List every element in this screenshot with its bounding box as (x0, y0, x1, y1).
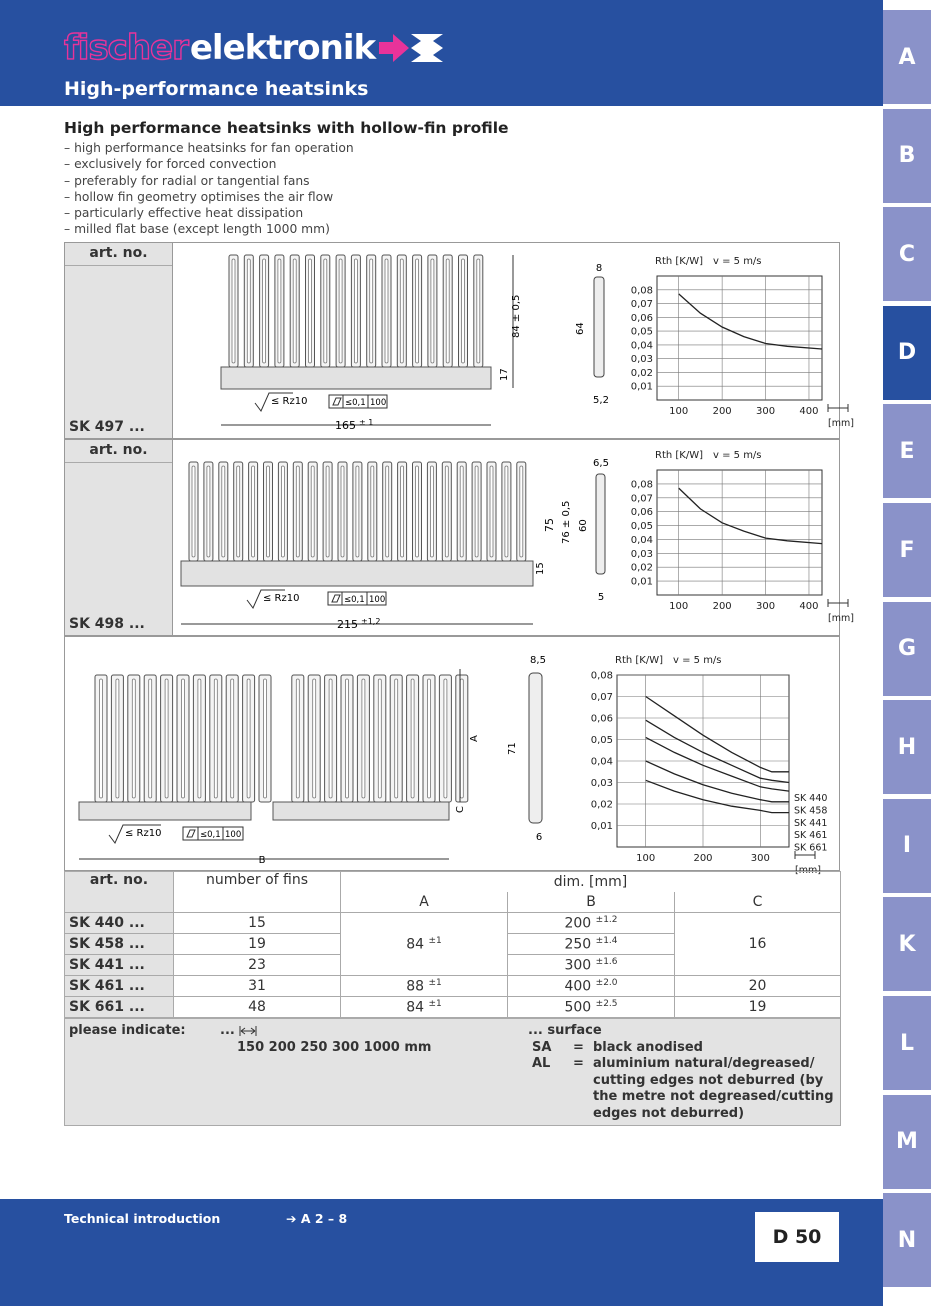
cell-fins: 15 (174, 913, 341, 934)
cell-c: 19 (675, 997, 841, 1018)
fin-hollow (214, 679, 217, 798)
fin-hollow (100, 679, 103, 798)
flatness-symbol (328, 592, 386, 605)
feature-item: – particularly effective heat dissipation (64, 205, 354, 221)
cell-b (508, 913, 675, 934)
x-tick-label: 200 (693, 853, 713, 864)
heatsink-base (181, 561, 533, 586)
series-label: SK 461 (794, 830, 828, 842)
fin-hollow (263, 259, 266, 363)
surface-eq: = (573, 1040, 584, 1055)
roughness-symbol (255, 393, 307, 411)
fin-hollow (311, 466, 314, 557)
cell-b (508, 997, 675, 1018)
cell-fins: 31 (174, 976, 341, 997)
y-tick-label: 0,04 (630, 340, 653, 352)
fin-hollow (232, 259, 235, 363)
tab-k[interactable]: K (883, 897, 931, 991)
cell-b-value: 400 (564, 978, 592, 995)
fin-hollow (475, 466, 478, 557)
table-row (65, 913, 841, 934)
cell-a (341, 976, 508, 997)
drawing-sk497 (173, 243, 854, 438)
tab-i[interactable]: I (883, 799, 931, 893)
fin-hollow (444, 679, 447, 798)
cell-b-tol: ±1.4 (595, 935, 618, 946)
surface-label: ... surface (528, 1023, 602, 1038)
col-header-art: art. no. (65, 872, 174, 913)
fin-hollow (401, 466, 404, 557)
footer-reference: ➔ A 2 – 8 (286, 1211, 348, 1226)
feature-item: – exclusively for forced convection (64, 156, 354, 172)
x-tick-label: 100 (669, 601, 689, 612)
surface-text-al: aluminium natural/degreased/ cutting edges not deburred (by the metre not degreased/cutting edges not deburred) (593, 1056, 834, 1121)
rth-chart-sk498 (631, 450, 854, 624)
fin-hollow (431, 259, 434, 363)
cell-art: SK 461 ... (65, 976, 174, 997)
fin-hollow (252, 466, 255, 557)
fin-hollow (385, 259, 388, 363)
arrow-logo-icon (379, 32, 445, 64)
fin-detail (507, 655, 546, 843)
x-tick-label: 400 (799, 406, 819, 417)
fin-hollow (354, 259, 357, 363)
dim-width-tol: ± 1 (359, 418, 374, 427)
cell-art: SK 440 ... (65, 913, 174, 934)
brand-part1: fischer (64, 28, 188, 68)
fin-hollow (460, 466, 463, 557)
y-tick-label: 0,06 (630, 312, 653, 324)
fin-hollow (237, 466, 240, 557)
roughness-symbol (109, 825, 161, 843)
fin-hollow (460, 679, 463, 798)
chart-subtitle: v = 5 m/s (673, 655, 722, 666)
cell-a-value: 84 (406, 936, 425, 953)
fin-hollow (462, 259, 465, 363)
dim-height: 76 ± 0,5 (561, 500, 572, 544)
product-name: SK 497 ... (69, 419, 145, 435)
cell-a-merged (341, 913, 508, 976)
fin-hollow (362, 679, 365, 798)
fin-base: 5,2 (593, 395, 609, 406)
dim-label-c: C (455, 806, 466, 813)
col-header-a: A (341, 892, 508, 913)
fin-hollow (192, 466, 195, 557)
cell-b-value: 500 (564, 999, 592, 1016)
y-tick-label: 0,01 (590, 821, 613, 832)
tab-c[interactable]: C (883, 207, 931, 301)
series-label: SK 458 (794, 805, 828, 817)
y-tick-label: 0,04 (590, 756, 613, 768)
fin-hollow (356, 466, 359, 557)
x-tick-label: 400 (799, 601, 819, 612)
fin-hollow (309, 259, 312, 363)
flatness-length: 100 (369, 595, 386, 605)
surface-code-sa: SA (532, 1040, 552, 1055)
x-tick-label: 100 (669, 406, 689, 417)
fin-detail (575, 263, 609, 406)
fin-profile (229, 255, 483, 367)
fin-hollow (278, 259, 281, 363)
x-tick-label: 200 (712, 601, 732, 612)
y-tick-label: 0,08 (590, 670, 613, 682)
product-label-cell (65, 440, 172, 635)
section-title: High performance heatsinks with hollow-fin profile (64, 119, 509, 137)
y-tick-label: 0,02 (630, 562, 653, 574)
fin-height: 60 (578, 519, 589, 532)
indicate-label: please indicate: (69, 1023, 186, 1038)
dim-width: 165 (335, 419, 356, 432)
chart-title: Rth [K/W] (615, 655, 664, 666)
tab-n[interactable]: N (883, 1193, 931, 1287)
cell-a-value: 88 (406, 978, 425, 995)
fin-hollow (116, 679, 119, 798)
fin-hollow (198, 679, 201, 798)
y-tick-label: 0,07 (630, 493, 653, 505)
fin-height: 64 (575, 322, 586, 335)
fin-hollow (329, 679, 332, 798)
drawing-sk498 (173, 440, 854, 635)
surface-eq: = (573, 1056, 584, 1071)
fin-hollow (490, 466, 493, 557)
rth-chart-series (591, 655, 828, 876)
x-tick-label: 300 (750, 853, 770, 864)
tab-m[interactable]: M (883, 1095, 931, 1189)
y-tick-label: 0,07 (590, 692, 613, 703)
fin-hollow (231, 679, 234, 798)
cell-b (508, 955, 675, 976)
fin-hollow (207, 466, 210, 557)
brand-logo (64, 26, 445, 70)
cell-art: SK 661 ... (65, 997, 174, 1018)
tab-a[interactable]: A (883, 10, 931, 104)
x-tick-label: 300 (756, 601, 776, 612)
y-tick-label: 0,01 (630, 576, 653, 588)
dim-height-fin: 75 (543, 518, 556, 532)
fin-hollow (247, 259, 250, 363)
y-tick-label: 0,06 (590, 713, 613, 725)
cell-b-value: 300 (564, 957, 592, 974)
dim-height: 84 ± 0,5 (511, 294, 522, 338)
tab-d[interactable]: D (883, 306, 931, 400)
x-tick-label: 200 (712, 406, 732, 417)
col-header-fins: number of fins (174, 872, 341, 913)
series-label: SK 661 (794, 842, 828, 854)
section-tabs (883, 0, 931, 1306)
y-tick-label: 0,03 (590, 778, 613, 789)
tab-l[interactable]: L (883, 996, 931, 1090)
fin-detail (578, 458, 609, 603)
fin-hollow (395, 679, 398, 798)
fin-hollow (296, 466, 299, 557)
fin-height: 71 (507, 742, 518, 755)
fin-hollow (520, 466, 523, 557)
cell-c-merged: 16 (675, 913, 841, 976)
heatsink-base (221, 367, 491, 389)
x-axis-label: [mm] (828, 613, 854, 624)
cell-a-tol: ±1 (428, 935, 442, 946)
length-prefix-dots: ... (220, 1023, 235, 1038)
roughness-label: ≤ Rz10 (263, 593, 300, 604)
fin-hollow (149, 679, 152, 798)
dim-base: 15 (535, 562, 546, 575)
product-label-cell (65, 243, 172, 438)
tab-b[interactable]: B (883, 109, 931, 203)
tab-h[interactable]: H (883, 700, 931, 794)
fin-hollow (411, 679, 414, 798)
fin-hollow (165, 679, 168, 798)
fin-hollow (182, 679, 185, 798)
fin-hollow (378, 679, 381, 798)
chart-frame (657, 470, 822, 595)
x-tick-label: 100 (636, 853, 656, 864)
heatsink-base-left (79, 802, 251, 820)
fin-hollow (370, 259, 373, 363)
page-subtitle: High-performance heatsinks (64, 78, 369, 100)
page-number: D 50 (755, 1212, 839, 1262)
series-label: SK 441 (794, 817, 828, 829)
y-tick-label: 0,07 (630, 299, 653, 311)
cell-b-tol: ±1.6 (595, 956, 618, 967)
fin-hollow (505, 466, 508, 557)
fin-hollow (445, 466, 448, 557)
flatness-value: ≤0,1 (344, 595, 365, 605)
cell-c: 20 (675, 976, 841, 997)
tab-g[interactable]: G (883, 602, 931, 696)
art-no-header: art. no. (65, 440, 172, 463)
chart-subtitle: v = 5 m/s (713, 450, 762, 461)
fin-hollow (346, 679, 349, 798)
table-row (65, 997, 841, 1018)
cell-a-tol: ±1 (428, 998, 442, 1009)
fin-hollow (296, 679, 299, 798)
x-tick-label: 300 (756, 406, 776, 417)
fin-hollow (293, 259, 296, 363)
tab-f[interactable]: F (883, 503, 931, 597)
flatness-value: ≤0,1 (345, 398, 366, 408)
flatness-symbol (183, 827, 243, 840)
surface-code-al: AL (532, 1056, 551, 1071)
fin-base: 5 (597, 592, 605, 603)
chart-subtitle: v = 5 m/s (713, 256, 762, 267)
dim-label-b: B (258, 855, 266, 866)
fin-width: 8 (595, 263, 603, 274)
surface-text-sa: black anodised (593, 1040, 703, 1055)
fin-hollow (267, 466, 270, 557)
feature-item: – hollow fin geometry optimises the air flow (64, 189, 354, 205)
y-tick-label: 0,08 (630, 285, 653, 297)
length-options: 150 200 250 300 1000 mm (237, 1040, 432, 1055)
fin-hollow (371, 466, 374, 557)
fin-profile (95, 675, 468, 802)
fin-hollow (247, 679, 250, 798)
feature-item: – preferably for radial or tangential fans (64, 173, 354, 189)
cell-b-tol: ±2.5 (595, 998, 618, 1009)
length-arrow-icon (828, 599, 848, 607)
fin-profile (189, 462, 526, 561)
brand-part2: elektronik (189, 28, 376, 68)
fin-hollow (222, 466, 225, 557)
dimension-table (64, 871, 841, 1018)
roughness-label: ≤ Rz10 (271, 396, 308, 407)
cell-art: SK 458 ... (65, 934, 174, 955)
dim-label-a: A (469, 735, 480, 742)
flatness-value: ≤0,1 (200, 830, 221, 840)
fin-base: 6 (535, 832, 543, 843)
tab-e[interactable]: E (883, 404, 931, 498)
fin-hollow (341, 466, 344, 557)
fin-hollow (416, 259, 419, 363)
chart-title: Rth [K/W] (655, 450, 704, 461)
fin-hollow (313, 679, 316, 798)
length-prefix (220, 1023, 257, 1038)
y-tick-label: 0,06 (630, 507, 653, 519)
cell-b-tol: ±1.2 (595, 914, 618, 925)
product-name: SK 498 ... (69, 616, 145, 632)
roughness-symbol (247, 590, 299, 608)
y-tick-label: 0,03 (630, 548, 653, 560)
col-header-c: C (675, 892, 841, 913)
feature-item: – high performance heatsinks for fan operation (64, 140, 354, 156)
dim-width: 215 (337, 618, 358, 631)
fin-hollow (416, 466, 419, 557)
y-tick-label: 0,04 (630, 534, 653, 546)
y-tick-label: 0,02 (590, 799, 613, 811)
drawing-series (65, 637, 839, 876)
cell-fins: 48 (174, 997, 341, 1018)
y-tick-label: 0,05 (630, 326, 653, 338)
y-tick-label: 0,03 (630, 354, 653, 366)
flatness-symbol (329, 395, 387, 408)
fin-hollow (326, 466, 329, 557)
cell-a-value: 84 (406, 999, 425, 1016)
fin-hollow (400, 259, 403, 363)
y-tick-label: 0,05 (590, 735, 613, 746)
cell-b (508, 976, 675, 997)
fin-width: 6,5 (593, 458, 609, 469)
heatsink-base-right (273, 802, 449, 820)
table-header-row (65, 872, 841, 893)
chart-frame (657, 276, 822, 400)
x-axis-label: [mm] (795, 865, 821, 876)
fin-hollow (132, 679, 135, 798)
cell-fins: 23 (174, 955, 341, 976)
cell-a-tol: ±1 (428, 977, 442, 988)
y-tick-label: 0,02 (630, 367, 653, 379)
dim-width-tol: ±1,2 (361, 617, 381, 626)
fin-hollow (386, 466, 389, 557)
order-options (64, 1018, 841, 1126)
fin-hollow (339, 259, 342, 363)
chart-title: Rth [K/W] (655, 256, 704, 267)
x-axis-label: [mm] (828, 418, 854, 429)
rth-chart-sk497 (631, 256, 854, 429)
feature-item: – milled flat base (except length 1000 mm) (64, 221, 354, 237)
table-row (65, 976, 841, 997)
fin-hollow (281, 466, 284, 557)
cell-b-value: 250 (564, 936, 592, 953)
fin-hollow (324, 259, 327, 363)
fin-hollow (430, 466, 433, 557)
fin-hollow (428, 679, 431, 798)
cell-a (341, 997, 508, 1018)
col-header-dim: dim. [mm] (341, 872, 841, 893)
fin-width: 8,5 (530, 655, 546, 666)
fin-hollow (264, 679, 267, 798)
dim-base: 17 (499, 368, 510, 381)
cell-fins: 19 (174, 934, 341, 955)
y-tick-label: 0,08 (630, 479, 653, 491)
length-arrow-icon (239, 1025, 257, 1037)
footer-section: Technical introduction (64, 1211, 221, 1226)
cell-b (508, 934, 675, 955)
roughness-label: ≤ Rz10 (125, 828, 162, 839)
flatness-length: 100 (225, 830, 242, 840)
length-arrow-icon (828, 404, 848, 412)
y-tick-label: 0,05 (630, 521, 653, 533)
fin-hollow (446, 259, 449, 363)
fin-hollow (477, 259, 480, 363)
flatness-length: 100 (370, 398, 387, 408)
cell-b-tol: ±2.0 (595, 977, 618, 988)
feature-list (64, 140, 354, 238)
art-no-header: art. no. (65, 243, 172, 266)
cell-art: SK 441 ... (65, 955, 174, 976)
series-label: SK 440 (794, 793, 828, 804)
cell-b-value: 200 (564, 915, 592, 932)
col-header-b: B (508, 892, 675, 913)
y-tick-label: 0,01 (630, 381, 653, 393)
